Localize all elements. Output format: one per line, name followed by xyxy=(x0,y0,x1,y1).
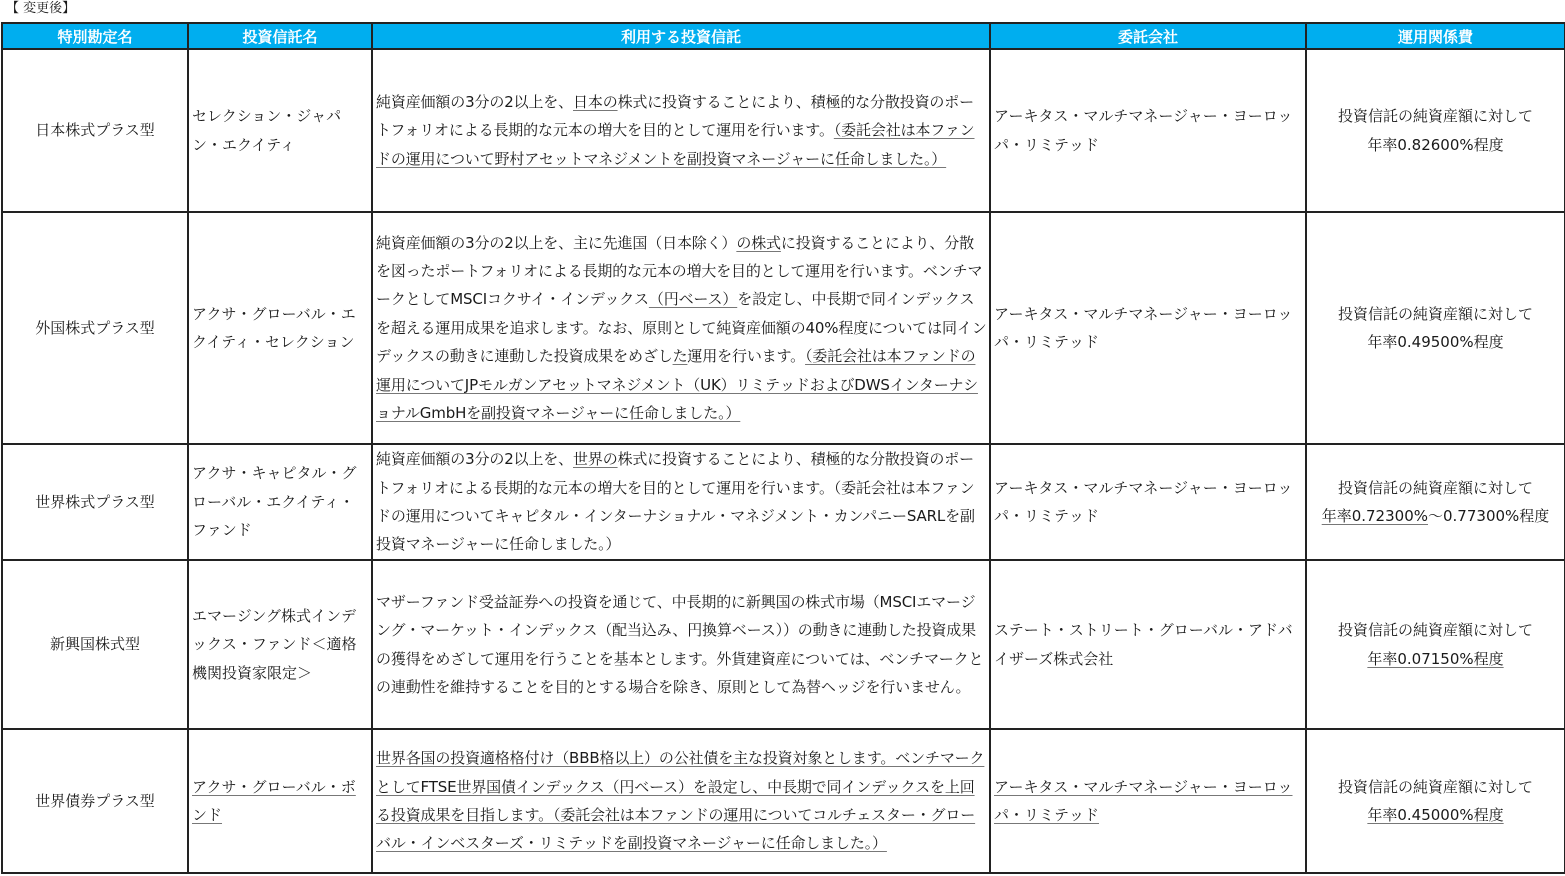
description-cell xyxy=(372,444,990,560)
header-account-name: 特別勘定名 xyxy=(2,23,188,49)
table-header-row xyxy=(2,23,1565,49)
company-cell xyxy=(990,49,1306,212)
description-cell xyxy=(372,729,990,873)
account-name-cell: 世界株式プラス型 xyxy=(2,444,188,560)
fee-line2 xyxy=(1307,502,1564,530)
table-row xyxy=(2,212,1565,444)
fee-line2 xyxy=(1307,328,1564,356)
text-segment: 運用を行います。 xyxy=(687,347,806,366)
header-fee: 運用関係費 xyxy=(1306,23,1565,49)
fee-line1: 投資信託の純資産額に対して xyxy=(1337,777,1533,796)
account-name-cell: 外国株式プラス型 xyxy=(2,212,188,444)
underlined-text: 年率0.72300% xyxy=(1321,507,1428,525)
fee-cell xyxy=(1306,49,1565,212)
underlined-text: 世界の xyxy=(573,450,618,469)
text-segment: エマージング株式インデックス・ファンド＜適格機関投資家限定＞ xyxy=(192,606,357,682)
underlined-text: （円ベース） xyxy=(648,290,738,309)
underlined-text: 世界各国の投資適格格付け（BBB格以上）の公社債を主な投資対象とします。ベンチマークとしてFTSE世界国債インデックス（円ベース）を設定し、中長期で同インデックスを上回る投資成果を目指します。（委託会社は本ファンドの運用についてコルチェスター・グローバル・インベスターズ・リミテッドを副投資マネージャーに任命しました。） xyxy=(376,749,985,853)
text-segment: ステート・ストリート・グローバル・アドバイザーズ株式会社 xyxy=(994,621,1293,668)
text-segment: 株式に投資することにより、積極的な分散投資のポートフォリオによる長期的な元本の増大を目的として運用を行います。（委託会社は本ファンドの運用についてキャピタル・インターナショナル・マネジメント・カンパニーSARLを副投資マネージャーに任命しました。） xyxy=(376,450,975,554)
fee-line1: 投資信託の純資産額に対して xyxy=(1337,478,1533,497)
fee-line1: 投資信託の純資産額に対して xyxy=(1337,107,1533,126)
table-row xyxy=(2,444,1565,560)
fund-name-cell xyxy=(188,212,372,444)
underlined-text: アクサ・グローバル・ボンド xyxy=(192,777,356,824)
text-segment: 純資産価額の3分の2以上を、 xyxy=(376,92,573,111)
account-name-cell: 新興国株式型 xyxy=(2,560,188,729)
text-segment: を設定し、中長期で同インデックスを超える運用成果を追求します。なお、原則として純資産価額の40%程度については同インデックスの動きに連動した投資成果をめざし xyxy=(376,290,987,366)
account-name-cell: 日本株式プラス型 xyxy=(2,49,188,212)
text-segment: マザーファンド受益証券への投資を通じて、中長期的に新興国の株式市場（MSCIエマージング・マーケット・インデックス（配当込み、円換算ベース））の動きに連動した投資成果の獲得をめざして運用を行うことを基本とします。外貨建資産については、ベンチマークとの連動性を維持することを目的とする場合を除き、原則として為替ヘッジを行いません。 xyxy=(376,592,984,696)
description-cell xyxy=(372,49,990,212)
company-cell xyxy=(990,729,1306,873)
fund-name-cell xyxy=(188,49,372,212)
underlined-text: アーキタス・マルチマネージャー・ヨーロッパ・リミテッド xyxy=(994,777,1293,824)
fund-name-cell xyxy=(188,560,372,729)
fee-line1: 投資信託の純資産額に対して xyxy=(1337,621,1533,640)
underlined-text: の株式 xyxy=(736,233,781,252)
fee-line2 xyxy=(1307,801,1564,829)
fee-line2 xyxy=(1307,131,1564,159)
company-cell xyxy=(990,444,1306,560)
table-row xyxy=(2,49,1565,212)
underlined-text: （委託会社は本ファンドの運用についてJPモルガンアセットマネジメント（UK）リミテッドおよびDWSインターナショナルGmbHを副投資マネージャーに任命しました。） xyxy=(376,347,978,423)
fee-line2 xyxy=(1307,645,1564,673)
underlined-text: （委託会社は本ファンドの運用について野村アセットマネジメントを副投資マネージャーに任命しました。） xyxy=(376,121,975,168)
company-cell xyxy=(990,212,1306,444)
text-segment: アーキタス・マルチマネージャー・ヨーロッパ・リミテッド xyxy=(994,304,1293,351)
text-segment: セレクション・ジャパン・エクイティ xyxy=(192,107,342,154)
underlined-text: 日本の xyxy=(573,92,618,111)
description-cell xyxy=(372,212,990,444)
account-name-cell: 世界債券プラス型 xyxy=(2,729,188,873)
underlined-text: 年率0.45000%程度 xyxy=(1367,806,1504,824)
underlined-text: 年率0.07150%程度 xyxy=(1367,649,1504,668)
table-row xyxy=(2,729,1565,873)
underlined-text: た xyxy=(672,347,688,366)
description-cell xyxy=(372,560,990,729)
text-segment: アーキタス・マルチマネージャー・ヨーロッパ・リミテッド xyxy=(994,478,1293,525)
table-caption: 【 変更後】 xyxy=(6,1,76,16)
fund-name-cell xyxy=(188,729,372,873)
header-company: 委託会社 xyxy=(990,23,1306,49)
text-segment: 年率0.49500%程度 xyxy=(1367,333,1504,351)
company-cell xyxy=(990,560,1306,729)
text-segment: 純資産価額の3分の2以上を、主に先進国（日本除く） xyxy=(376,233,737,252)
fee-line1: 投資信託の純資産額に対して xyxy=(1337,304,1533,323)
text-segment: アクサ・グローバル・エクイティ・セレクション xyxy=(192,304,356,351)
fee-cell xyxy=(1306,212,1565,444)
text-segment: 株式に投資することにより、積極的な分散投資のポートフォリオによる長期的な元本の増大を目的として運用を行います。 xyxy=(376,92,974,140)
header-description: 利用する投資信託 xyxy=(372,23,990,49)
text-segment: 純資産価額の3分の2以上を、 xyxy=(376,450,573,469)
text-segment: 年率0.82600%程度 xyxy=(1367,135,1504,154)
fund-table xyxy=(1,22,1565,874)
fee-cell xyxy=(1306,444,1565,560)
text-segment: ～0.77300%程度 xyxy=(1428,507,1550,525)
table-row xyxy=(2,560,1565,729)
text-segment: アーキタス・マルチマネージャー・ヨーロッパ・リミテッド xyxy=(994,107,1293,154)
fund-name-cell xyxy=(188,444,372,560)
fee-cell xyxy=(1306,560,1565,729)
text-segment: に投資することにより、分散を図ったポートフォリオによる長期的な元本の増大を目的として運用を行います。ベンチマークとしてMSCIコクサイ・インデックス xyxy=(376,233,983,309)
header-fund-name: 投資信託名 xyxy=(188,23,372,49)
fee-cell xyxy=(1306,729,1565,873)
text-segment: アクサ・キャピタル・グローバル・エクイティ・ファンド xyxy=(192,464,357,540)
